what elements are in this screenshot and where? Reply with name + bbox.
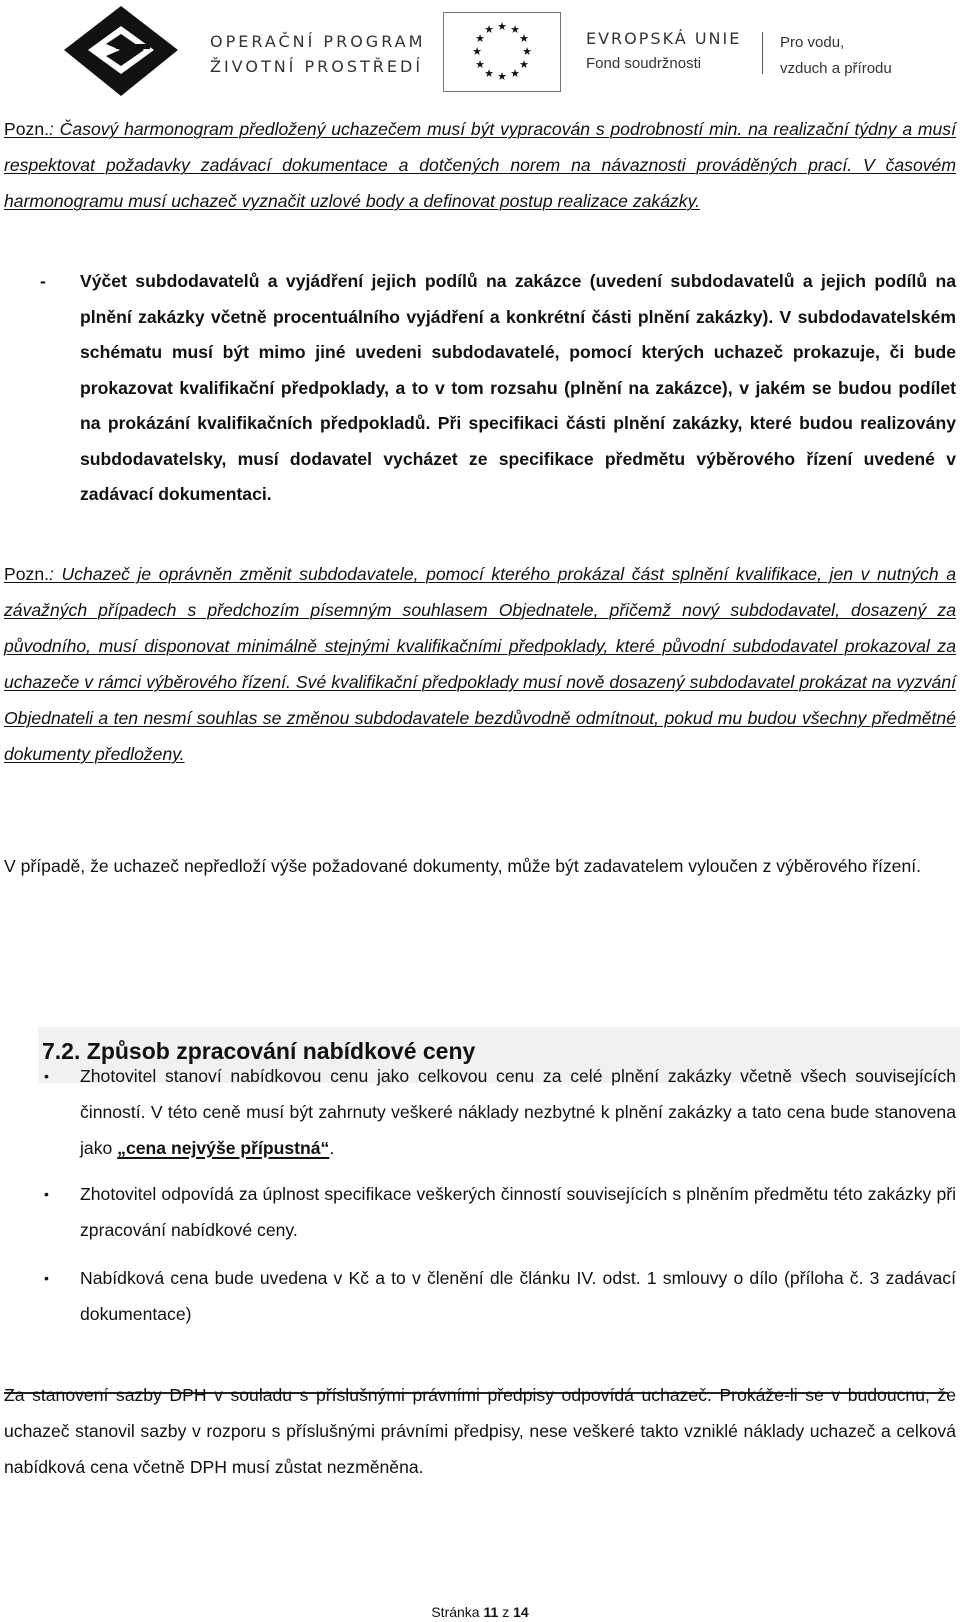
eu-slogan [780, 30, 892, 82]
program-line-1: OPERAČNÍ PROGRAM [210, 32, 426, 51]
list-item [40, 1058, 956, 1166]
section-number: 7.2. [42, 1038, 81, 1064]
schedule-note [4, 111, 956, 219]
slogan-line-1: Pro vodu, [780, 34, 845, 51]
subcontractor-change-note [4, 556, 956, 772]
note-prefix: Pozn. [4, 564, 49, 584]
eu-title: EVROPSKÁ UNIE [586, 29, 742, 48]
current-page: 11 [483, 1604, 499, 1620]
program-line-2: ŽIVOTNÍ PROSTŘEDÍ [210, 57, 424, 76]
opzp-logo-icon [60, 4, 182, 100]
svg-text:★: ★ [510, 23, 520, 36]
svg-text:★: ★ [497, 20, 507, 33]
list-item [40, 1176, 956, 1248]
bullet-marker: • [44, 1068, 49, 1084]
svg-text:★: ★ [522, 45, 532, 58]
list-item [40, 1260, 956, 1332]
bullet-text-2: Zhotovitel odpovídá za úplnost specifikace veškerých činností souvisejících s plněním předmětu této zakázky při zpracování nabídkové ceny. [80, 1184, 956, 1240]
subcontractors-item [36, 264, 956, 513]
svg-text:★: ★ [497, 70, 507, 83]
note-prefix: Pozn. [4, 119, 49, 139]
total-pages: 14 [513, 1604, 529, 1620]
bullet-text-3: Nabídková cena bude uvedena v Kč a to v členění dle článku IV. odst. 1 smlouvy o dílo (příloha č. 3 zadávací dokumentace) [80, 1268, 956, 1324]
eu-fund: Fond soudržnosti [586, 55, 702, 72]
section-title-text: Způsob zpracování nabídkové ceny [86, 1038, 476, 1064]
page-label: Stránka [431, 1604, 480, 1620]
eu-flag [443, 12, 561, 92]
program-name [210, 29, 425, 79]
bullet-text: Zhotovitel stanoví nabídkovou cenu jako celkovou cenu za celé plnění zakázky včetně všech souvisejících činností. V této ceně musí být zahrnuty veškeré náklady nezbytné k plnění zakázky a tato cena bude stanovena jako [80, 1066, 956, 1158]
subcontractor-change-text: : Uchazeč je oprávněn změnit subdodavatele, pomocí kterého prokázal část splnění kvalifikace, jen v nutných a závažných případech s předchozím písemným souhlasem Objednatele, přičemž nový subdodavatel, dosazený za původního, musí disponovat minimálně stejnými kvalifikačními předpoklady, které původní subdodavatel prokazoval za uchazeče v rámci výběrového řízení. Své kvalifikační předpoklady musí nově dosazený subdodavatel prokázat na vyzvání Objednateli a ten nesmí souhlas se změnou subdodavatele bezdůvodně odmítnout, pokud mu budou všechny předmětné dokumenty předloženy. [4, 564, 956, 764]
svg-text:★: ★ [519, 32, 529, 45]
page-header [0, 0, 960, 108]
vat-note: Za stanovení sazby DPH v souladu s příslušnými právními předpisy odpovídá uchazeč. Prokáže-li se v budoucnu, že uchazeč stanovil sazby v rozporu s příslušnými právními předpisy, nese veškeré takto vzniklé náklady uchazeč a celková nabídková cena včetně DPH musí zůstat nezměněna. [4, 1385, 956, 1477]
schedule-note-text: : Časový harmonogram předložený uchazečem musí být vypracován s podrobností min. na realizační týdny a musí respektovat požadavky zadávací dokumentace a dotčených norem na návaznosti prováděných prací. V časovém harmonogramu musí uchazeč vyznačit uzlové body a definovat postup realizace zakázky. [4, 119, 956, 211]
svg-text:★: ★ [519, 58, 529, 71]
exclusion-paragraph: V případě, že uchazeč nepředloží výše požadované dokumenty, může být zadavatelem vyloučen z výběrového řízení. [4, 856, 922, 876]
svg-text:★: ★ [475, 58, 485, 71]
price-emphasis: „cena nejvýše přípustná“ [117, 1138, 330, 1158]
page-of: z [502, 1604, 510, 1620]
bullet-marker: • [44, 1186, 49, 1202]
bullet-text-1 [80, 1058, 956, 1166]
bullet-end: . [329, 1138, 335, 1158]
dash-marker: - [40, 271, 46, 291]
svg-text:★: ★ [472, 45, 482, 58]
slogan-line-2: vzduch a přírodu [780, 60, 892, 77]
svg-text:★: ★ [510, 67, 520, 80]
svg-text:★: ★ [475, 32, 485, 45]
eu-stars-icon [444, 13, 560, 91]
page-footer [0, 1604, 960, 1620]
subcontractors-text: Výčet subdodavatelů a vyjádření jejich podílů na zakázce (uvedení subdodavatelů a jejich podílů na plnění zakázky včetně procentuálního vyjádření a konkrétní části plnění zakázky). V subdodavatelském schématu musí být mimo jiné uvedeni subdodavatelé, pomocí kterých uchazeč prokazuje, či bude prokazovat kvalifikační předpoklady, a to v tom rozsahu (plnění na zakázce), v jakém se budou podílet na prokázání kvalifikačních předpokladů. Při specifikaci části plnění zakázky, které budou realizovány subdodavatelsky, musí dodavatel vycházet ze specifikace předmětu výběrového řízení uvedené v zadávací dokumentaci. [80, 271, 956, 504]
svg-text:★: ★ [484, 67, 494, 80]
header-divider [762, 32, 763, 74]
bullet-marker: • [44, 1270, 49, 1286]
svg-text:★: ★ [484, 23, 494, 36]
